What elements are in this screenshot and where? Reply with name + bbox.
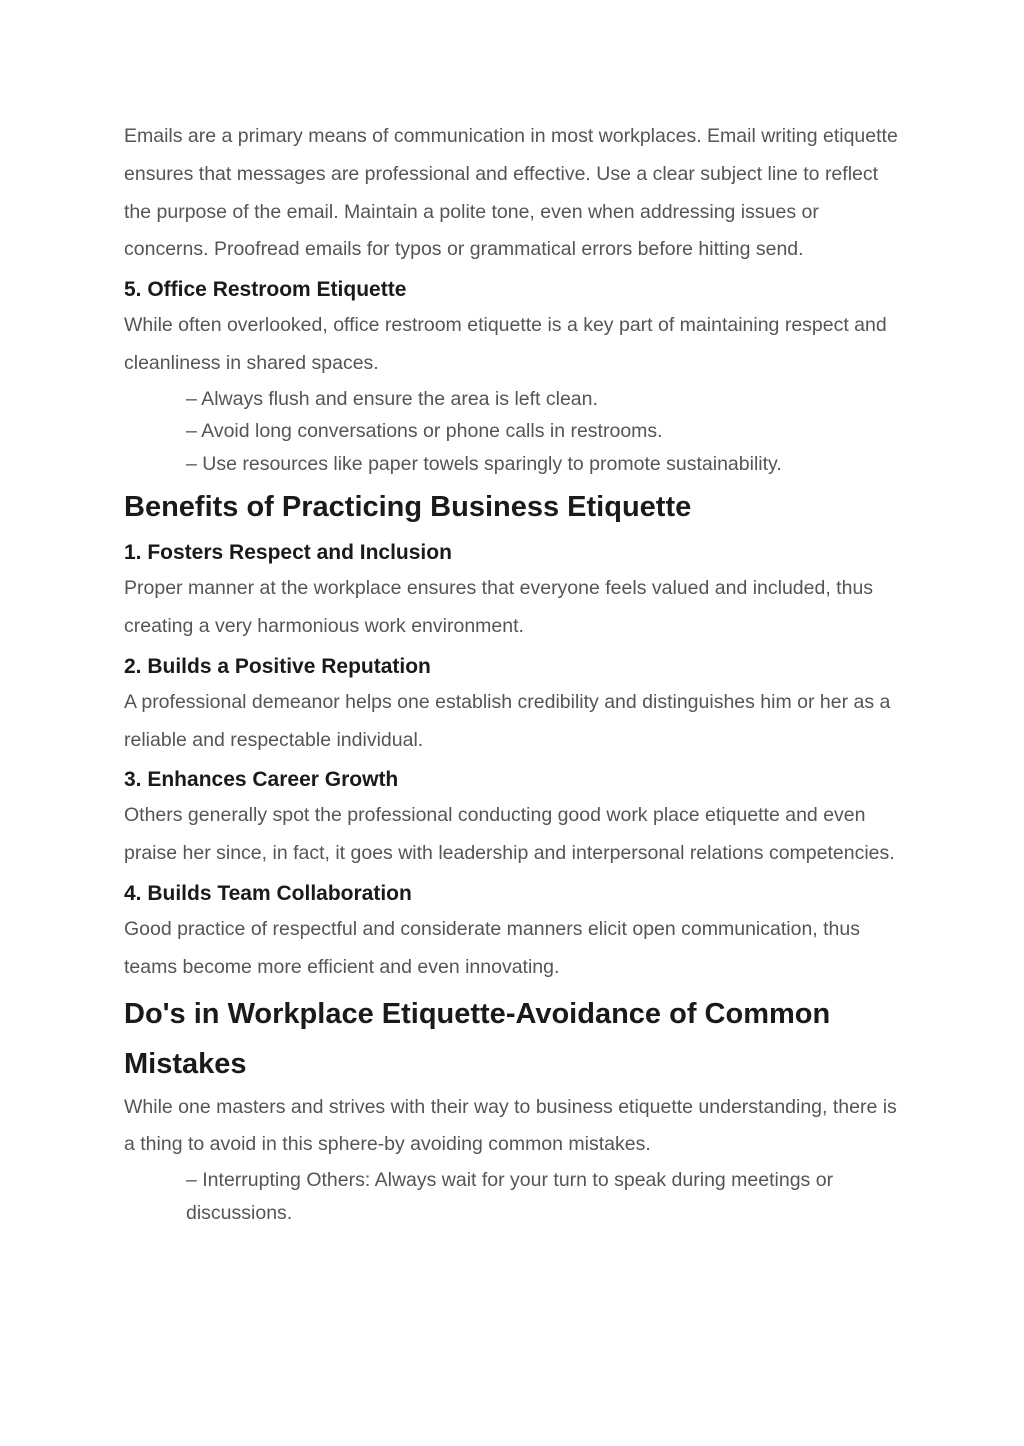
restroom-section xyxy=(124,269,904,480)
restroom-heading: 5. Office Restroom Etiquette xyxy=(124,278,407,302)
benefit-heading: 1. Fosters Respect and Inclusion xyxy=(124,541,452,565)
benefit-heading: 4. Builds Team Collaboration xyxy=(124,882,412,906)
benefit-paragraph: Good practice of respectful and considerate manners elicit open communication, thus teams become more efficient and even innovating. xyxy=(124,918,860,978)
dos-paragraph: While one masters and strives with their way to business etiquette understanding, there is a thing to avoid in this sphere-by avoiding common mistakes. xyxy=(124,1095,897,1156)
benefit-paragraph: Proper manner at the workplace ensures that everyone feels valued and included, thus creating a very harmonious work environment. xyxy=(124,577,874,638)
restroom-paragraph: While often overlooked, office restroom etiquette is a key part of maintaining respect and cleanliness in shared spaces. xyxy=(124,314,887,374)
benefits-heading: Benefits of Practicing Business Etiquette xyxy=(124,491,692,524)
dos-section xyxy=(124,987,904,1230)
document-page xyxy=(124,118,904,1229)
list-item: – Always flush and ensure the area is left clean. xyxy=(186,387,598,410)
intro-paragraph: Emails are a primary means of communication in most workplaces. Email writing etiquette ensures that messages are professional and effective. Use a clear subject line to reflect the purpose of the email. Maintain a polite tone, even when addressing issues or concerns. Proofread emails for typos or grammatical errors before hitting send. xyxy=(124,125,898,261)
list-item: – Interrupting Others: Always wait for your turn to speak during meetings or discussions. xyxy=(186,1169,834,1224)
benefit-paragraph: A professional demeanor helps one establish credibility and distinguishes him or her as a reliable and respectable individual. xyxy=(124,690,891,751)
benefit-heading: 3. Enhances Career Growth xyxy=(124,768,399,792)
list-item: – Avoid long conversations or phone calls in restrooms. xyxy=(186,420,663,443)
benefit-paragraph: Others generally spot the professional conducting good work place etiquette and even praise her since, in fact, it goes with leadership and interpersonal relations competencies. xyxy=(124,804,895,865)
benefit-heading: 2. Builds a Positive Reputation xyxy=(124,654,431,678)
benefits-section xyxy=(124,480,904,986)
dos-heading: Do's in Workplace Etiquette-Avoidance of Common Mistakes xyxy=(124,997,831,1080)
list-item: – Use resources like paper towels sparingly to promote sustainability. xyxy=(186,452,782,475)
restroom-bullet-list xyxy=(124,383,904,481)
dos-bullet-list xyxy=(124,1164,904,1229)
